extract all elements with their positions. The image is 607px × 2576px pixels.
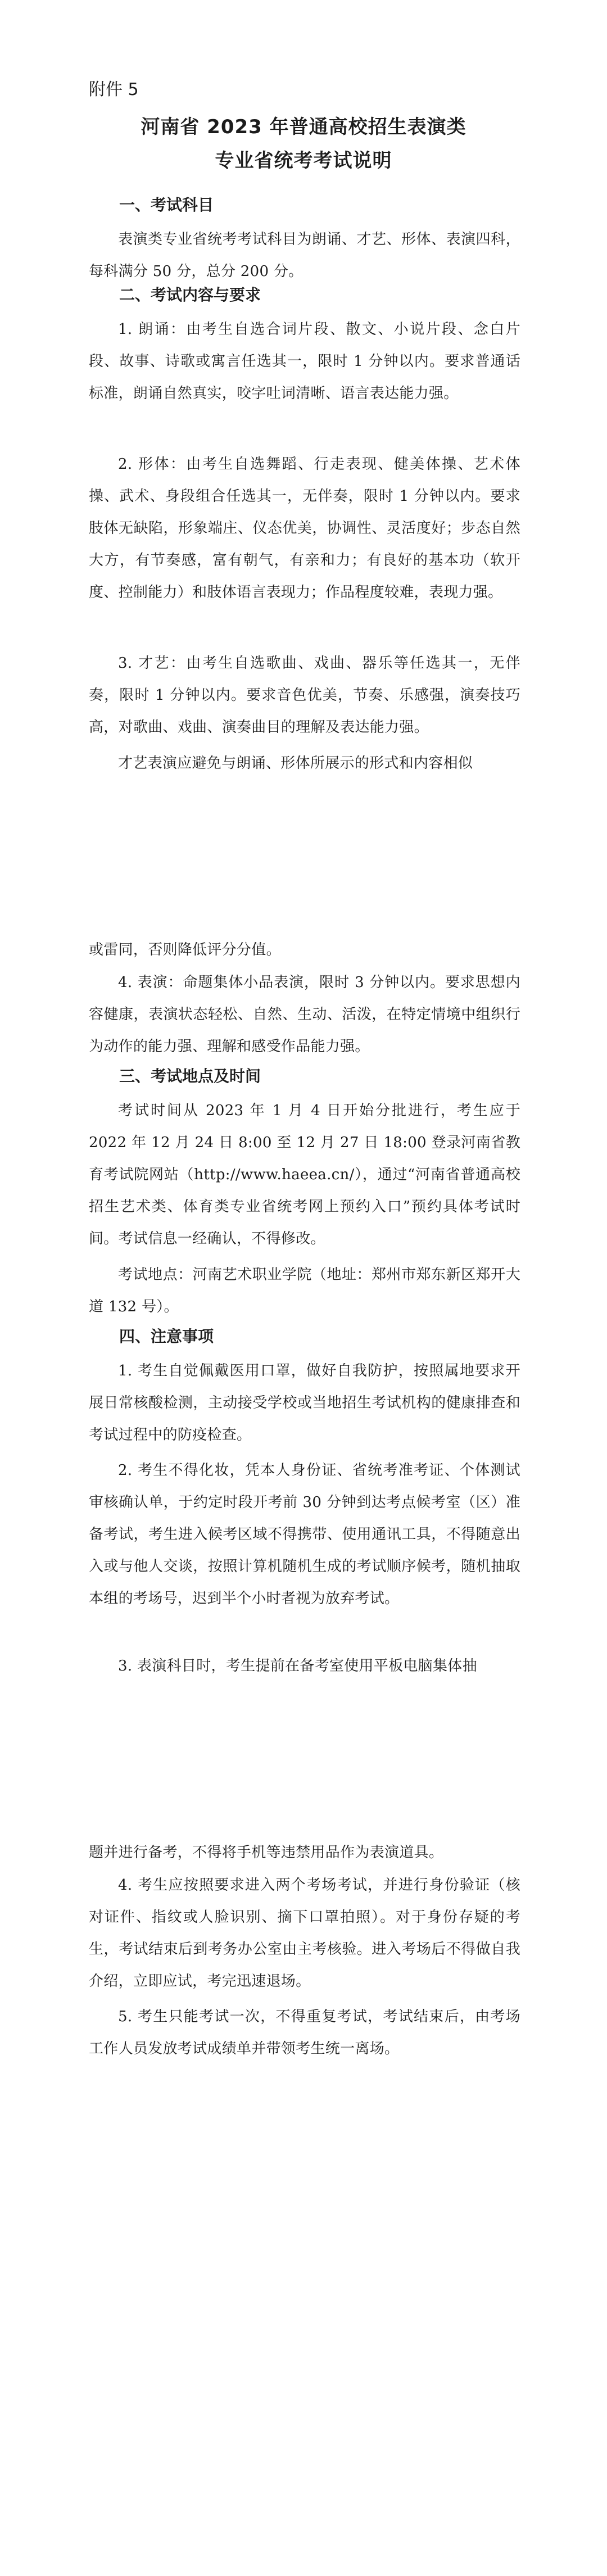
paragraph-note-5: 5. 考生只能考试一次，不得重复考试，考试结束后，由考场工作人员发放考试成绩单并带领考生统一离场。 bbox=[89, 2008, 520, 2057]
paragraph-recitation: 1. 朗诵：由考生自选合词片段、散文、小说片段、念白片段、故事、诗歌或寓言任选其一，限时 1 分钟以内。要求普通话标准，朗诵自然真实，咬字吐词清晰、语言表达能力强。 bbox=[89, 321, 520, 402]
document-title-line-2: 专业省统考考试说明 bbox=[215, 150, 392, 172]
attachment-label: 附件 5 bbox=[89, 80, 139, 99]
paragraph-performance: 4. 表演：命题集体小品表演，限时 3 分钟以内。要求思想内容健康，表演状态轻松、自然、生动、活泼，在特定情境中组织行为动作的能力强、理解和感受作品能力强。 bbox=[89, 974, 520, 1055]
section-heading-content-requirements: 二、考试内容与要求 bbox=[119, 286, 261, 304]
paragraph-note-1: 1. 考生自觉佩戴医用口罩，做好自我防护，按照属地要求开展日常核酸检测，主动接受学校或当地招生考试机构的健康排查和考试过程中的防疫检查。 bbox=[89, 1362, 520, 1443]
paragraph-exam-time: 考试时间从 2023 年 1 月 4 日开始分批进行，考生应于 2022 年 12 月 24 日 8:00 至 12 月 27 日 18:00 登录河南省教育考试院网站（http://www.haeea.cn/），通过“河南省普通高校招生艺术类、体育类专业省统考网上预约入口”预约具体考试时间。考试信息一经确认，不得修改。 bbox=[89, 1102, 520, 1247]
section-heading-notes: 四、注意事项 bbox=[119, 1327, 214, 1346]
paragraph-exam-location: 考试地点：河南艺术职业学院（地址：郑州市郑东新区郑开大道 132 号）。 bbox=[89, 1266, 520, 1315]
paragraph-note-3-continued: 题并进行备考，不得将手机等违禁用品作为表演道具。 bbox=[89, 1844, 444, 1861]
document-title-line-1: 河南省 2023 年普通高校招生表演类 bbox=[141, 116, 466, 138]
section-heading-location-time: 三、考试地点及时间 bbox=[119, 1067, 261, 1085]
paragraph-note-2: 2. 考生不得化妆，凭本人身份证、省统考准考证、个体测试审核确认单，于约定时段开考前 30 分钟到达考点候考室（区）准备考试，考生进入候考区域不得携带、使用通讯工具，不得随意出入或与他人交谈，按照计算机随机生成的考试顺序候考，随机抽取本组的考场号，迟到半个小时者视为放弃考试。 bbox=[89, 1462, 520, 1607]
paragraph-note-4: 4. 考生应按照要求进入两个考场考试，并进行身份验证（核对证件、指纹或人脸识别、摘下口罩拍照）。对于身份存疑的考生，考试结束后到考务办公室由主考核验。进入考场后不得做自我介绍，立即应试，考完迅速退场。 bbox=[89, 1877, 520, 1990]
paragraph-exam-subjects: 表演类专业省统考考试科目为朗诵、才艺、形体、表演四科，每科满分 50 分，总分 200 分。 bbox=[89, 231, 520, 280]
paragraph-physique: 2. 形体：由考生自选舞蹈、行走表现、健美体操、艺术体操、武术、身段组合任选其一，无伴奏，限时 1 分钟以内。要求肢体无缺陷，形象端庄、仪态优美，协调性、灵活度好；步态自然大方，有节奏感，富有朝气，有亲和力；有良好的基本功（软开度、控制能力）和肢体语言表现力；作品程度较难，表现力强。 bbox=[89, 456, 520, 601]
paragraph-talent: 3. 才艺：由考生自选歌曲、戏曲、器乐等任选其一，无伴奏，限时 1 分钟以内。要求音色优美，节奏、乐感强，演奏技巧高，对歌曲、戏曲、演奏曲目的理解及表达能力强。 bbox=[89, 655, 520, 736]
paragraph-note-3: 3. 表演科目时，考生提前在备考室使用平板电脑集体抽 bbox=[118, 1658, 477, 1674]
paragraph-talent-note-continued: 或雷同，否则降低评分分值。 bbox=[89, 941, 281, 958]
paragraph-talent-note: 才艺表演应避免与朗诵、形体所展示的形式和内容相似 bbox=[118, 755, 473, 772]
section-heading-exam-subjects: 一、考试科目 bbox=[119, 196, 214, 214]
